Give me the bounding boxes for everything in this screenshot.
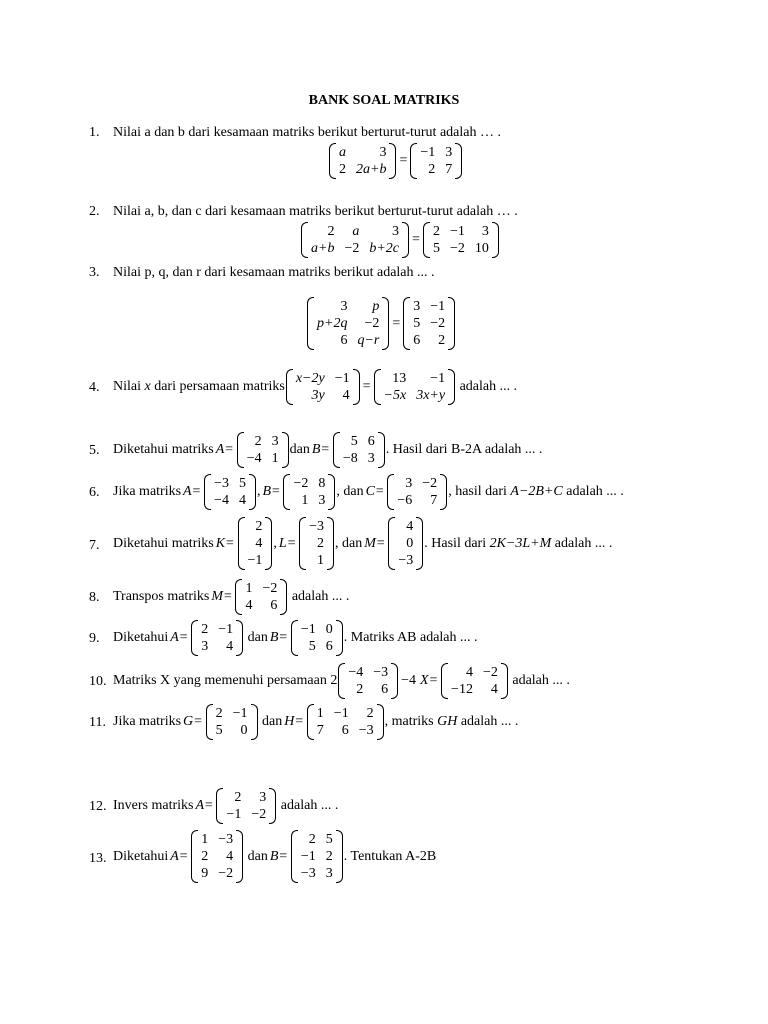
separator: , [273,535,277,551]
matrix [307,704,384,740]
left-bracket [388,517,395,570]
question-line [113,830,436,883]
question-text: Nilai [113,379,141,394]
matrix-cell: 2 [327,224,335,239]
question-line [113,663,570,699]
matrix-cell: 2 [339,162,346,177]
question-text: adalah ... . [554,535,613,551]
matrix-cell: −2 [449,241,465,256]
matrix-cell: 1 [245,581,253,596]
matrix-cell: 0 [325,622,333,637]
matrix-cell: 2 [366,706,374,721]
matrix-cell: 1 [317,553,325,568]
right-bracket [389,143,396,179]
right-bracket [251,704,258,740]
matrix-label: B= [311,442,330,457]
matrix-cell: −2 [262,581,278,596]
matrix-cell: p [372,299,380,314]
matrix-cell: 3 [379,145,387,160]
matrix-cell: 5 [432,241,440,256]
matrix-label: A= [215,442,234,457]
matrix-cell: 5 [325,832,333,847]
question-text: Nilai p, q, dan r dari kesamaan matriks berikut adalah ... . [113,265,435,280]
question-text: Transpos matriks [113,589,210,604]
right-bracket [377,704,384,740]
operator: −4 [401,673,417,688]
question-text: , matriks [384,714,434,729]
matrix-cell: −2 [364,316,380,331]
matrix-label: C= [365,484,385,499]
matrix-cell: 4 [238,493,246,508]
matrix-cell: −2 [344,241,360,256]
right-bracket [269,788,276,824]
matrix-cell: −6 [397,493,413,508]
matrix-cell: 2 [356,682,364,697]
matrix-cell: −12 [451,682,473,697]
separator: , dan [335,535,363,551]
question-text: . Matriks AB adalah ... . [343,630,478,645]
matrix [238,517,273,570]
right-bracket [265,517,272,570]
matrix-cell: −5x [383,388,407,403]
matrix [191,830,243,883]
matrix-cell: 5 [413,316,421,331]
expression: A−2B+C [510,484,563,499]
matrix-cell: a [352,224,360,239]
matrix-cell: −2 [251,807,267,822]
matrix-cell: −2 [430,316,446,331]
matrix-cell: 0 [240,723,248,738]
matrix-cell: 4 [255,536,263,551]
matrix-label: B= [269,848,288,864]
matrix-cell: 1 [301,493,309,508]
question-text: . Hasil dari B-2A adalah ... . [385,442,543,457]
separator: , [256,484,261,499]
matrix-cell: 2 [201,622,209,637]
left-bracket [299,517,306,570]
matrix-cell: −4 [214,493,229,508]
question-number: 3. [89,265,100,280]
right-bracket [336,620,343,656]
right-bracket [282,432,289,468]
matrix-cell: 5 [238,476,246,491]
matrix-cell: 3 [367,451,375,466]
left-bracket [329,143,336,179]
matrix-cell: −2 [218,866,234,881]
left-bracket [291,620,298,656]
matrix-equation [306,297,456,350]
left-bracket [237,432,244,468]
matrix-cell: 0 [406,536,414,551]
right-bracket [353,369,360,405]
right-bracket [448,369,455,405]
question-text: dari persamaan matriks [154,379,285,394]
matrix [403,297,455,350]
equals-sign: = [399,153,408,168]
question-text: Nilai a, b, dan c dari kesamaan matriks berikut berturut-turut adalah … . [113,204,518,219]
matrix-cell: 4 [406,519,414,534]
right-bracket [382,297,389,350]
matrix-cell: 2 [254,434,262,449]
matrix [441,663,508,699]
matrix-label: B= [262,484,281,499]
matrix-cell: 5 [215,723,223,738]
matrix-cell: 3x+y [416,388,446,403]
matrix-cell: 6 [340,333,348,348]
matrix-cell: 7 [445,162,453,177]
question-text: adalah ... . [566,484,624,499]
right-bracket [448,297,455,350]
matrix-cell: 2 [201,849,209,864]
matrix-cell: 2 [308,832,316,847]
question-text: Diketahui matriks [113,442,214,457]
left-bracket [235,579,242,615]
matrix-label: B= [269,630,288,645]
left-bracket [387,474,394,510]
matrix-cell: 3 [445,145,453,160]
matrix-cell: −3 [309,519,325,534]
matrix-cell: p+2q [317,316,348,331]
matrix-cell: 6 [341,723,349,738]
left-bracket [338,663,345,699]
matrix-cell: 2a+b [356,162,387,177]
matrix-cell: 1 [316,706,324,721]
left-bracket [216,788,223,824]
matrix [307,297,389,350]
matrix-cell: 3 [413,299,421,314]
matrix-cell: 3 [481,224,489,239]
separator: , dan [336,484,364,499]
question-text: Nilai a dan b dari kesamaan matriks berikut berturut-turut adalah … . [113,125,501,140]
matrix [338,663,398,699]
matrix-cell: −1 [449,224,465,239]
question-text: Diketahui [113,630,169,645]
question-text: adalah ... . [280,798,339,813]
matrix-cell: 2 [255,519,263,534]
matrix-cell: 2 [215,706,223,721]
question-line [113,704,518,740]
matrix-cell: 4 [342,388,350,403]
question-text: . Tentukan A-2B [343,848,437,864]
matrix-cell: 3 [325,866,333,881]
matrix-cell: x−2y [295,371,325,386]
question-number: 11. [89,715,106,730]
matrix [388,517,423,570]
left-bracket [286,369,293,405]
matrix-label: A= [170,848,189,864]
right-bracket [236,830,243,883]
matrix-cell: q−r [357,333,380,348]
right-bracket [327,517,334,570]
matrix-label: G= [183,714,203,729]
equals-sign: = [362,379,371,394]
right-bracket [455,143,462,179]
matrix-cell: −1 [247,553,263,568]
matrix [423,222,499,258]
matrix-cell: a+b [311,241,335,256]
page-title: BANK SOAL MATRIKS [308,93,460,108]
matrix-cell: 9 [201,866,209,881]
question-number: 12. [89,799,107,814]
right-bracket [328,474,335,510]
matrix-label: L= [278,535,297,551]
matrix-cell: −3 [358,723,374,738]
question-text: dan [247,848,268,864]
question-text: adalah ... . [291,589,350,604]
left-bracket [403,297,410,350]
matrix-equation [300,222,500,258]
matrix-cell: 6 [367,434,375,449]
left-bracket [441,663,448,699]
equals-sign: = [392,315,401,331]
matrix-cell: 3 [405,476,413,491]
matrix-cell: −1 [232,706,248,721]
matrix-cell: a [339,145,346,160]
question-line [113,788,338,824]
matrix-cell: 3 [259,790,267,805]
matrix-cell: −8 [342,451,358,466]
matrix [216,788,276,824]
left-bracket [291,830,298,883]
matrix-label: H= [284,714,304,729]
matrix-cell: 1 [201,832,209,847]
left-bracket [333,432,340,468]
matrix-cell: 3 [392,224,400,239]
question-number: 4. [89,380,100,395]
question-line [113,579,349,615]
matrix-cell: 4 [490,682,498,697]
left-bracket [206,704,213,740]
matrix-cell: −1 [333,706,349,721]
equals-sign: = [412,232,420,247]
matrix-cell: 3 [201,639,209,654]
matrix [235,579,287,615]
matrix [204,474,256,510]
question-number: 8. [89,590,100,605]
matrix-cell: 8 [318,476,326,491]
left-bracket [238,517,245,570]
matrix-cell: −1 [300,849,316,864]
matrix [301,222,409,258]
matrix [333,432,385,468]
question-text: dan [262,714,283,729]
matrix-cell: 6 [413,333,421,348]
matrix-label: K= [215,535,235,551]
question-line [113,517,612,570]
left-bracket [191,830,198,883]
question-text: Diketahui [113,848,169,864]
matrix-cell: −3 [373,665,389,680]
matrix-cell: −4 [348,665,364,680]
right-bracket [378,432,385,468]
right-bracket [280,579,287,615]
question-number: 2. [89,204,100,219]
variable: x [144,379,151,394]
matrix-cell: −3 [300,866,316,881]
matrix-cell: 6 [270,598,278,613]
question-number: 9. [89,631,100,646]
matrix [387,474,447,510]
left-bracket [301,222,308,258]
question-text: Jika matriks [113,714,182,729]
question-text: adalah ... . [459,379,518,394]
question-number: 13. [89,851,107,866]
right-bracket [416,517,423,570]
expression: 2K−3L+M [489,535,552,551]
matrix-cell: −1 [334,371,350,386]
left-bracket [374,369,381,405]
matrix-cell: −2 [293,476,309,491]
matrix-cell: 2 [432,224,440,239]
matrix-cell: 5 [308,639,316,654]
matrix [299,517,334,570]
question-number: 5. [89,443,100,458]
matrix [291,830,343,883]
matrix-cell: b+2c [369,241,400,256]
right-bracket [440,474,447,510]
left-bracket [191,620,198,656]
right-bracket [391,663,398,699]
question-text: Matriks X yang memenuhi persamaan [113,673,327,688]
matrix-cell: −1 [420,145,436,160]
matrix-cell: 13 [392,371,407,386]
matrix [191,620,243,656]
matrix-cell: 4 [226,849,234,864]
question-text: dan [289,442,310,457]
matrix-label: M= [364,535,386,551]
left-bracket [204,474,211,510]
matrix-label: A= [195,798,214,813]
right-bracket [492,222,499,258]
question-text: , hasil dari [448,484,507,499]
question-text: adalah ... . [460,714,519,729]
question-text: adalah ... . [512,673,570,688]
matrix-label: X= [420,673,439,688]
right-bracket [402,222,409,258]
matrix-cell: 2 [428,162,436,177]
matrix-cell: −3 [398,553,414,568]
matrix [291,620,343,656]
matrix-cell: 3 [318,493,326,508]
matrix-cell: −1 [218,622,234,637]
matrix-cell: 10 [474,241,489,256]
matrix-cell: −1 [300,622,316,637]
right-bracket [336,830,343,883]
question-number: 10. [89,674,107,689]
question-number: 1. [89,125,100,140]
matrix-cell: −2 [422,476,438,491]
question-line [113,474,624,510]
matrix-cell: 1 [271,451,279,466]
matrix-cell: 2 [234,790,242,805]
left-bracket [307,704,314,740]
matrix-cell: −3 [218,832,234,847]
question-text: Jika matriks [113,484,182,499]
matrix-cell: 7 [316,723,324,738]
question-text: Diketahui matriks [113,535,214,551]
matrix-cell: 2 [317,536,325,551]
right-bracket [249,474,256,510]
matrix-cell: −2 [482,665,498,680]
matrix-label: A= [183,484,202,499]
matrix [329,143,396,179]
matrix-cell: 5 [350,434,358,449]
left-bracket [283,474,290,510]
left-bracket [410,143,417,179]
matrix-cell: 4 [245,598,253,613]
matrix-cell: 7 [430,493,438,508]
matrix-cell: −1 [430,371,446,386]
matrix-cell: 2 [438,333,446,348]
left-bracket [423,222,430,258]
matrix-cell: 3 [271,434,279,449]
question-number: 7. [89,538,100,553]
matrix-cell: 4 [226,639,234,654]
question-text: . Hasil dari [424,535,487,551]
matrix [237,432,289,468]
matrix-cell: 2 [325,849,333,864]
matrix-cell: −1 [226,807,242,822]
right-bracket [501,663,508,699]
matrix-cell: 3 [340,299,348,314]
matrix [286,369,360,405]
matrix-cell: −1 [430,299,446,314]
question-line [113,369,517,405]
coefficient: 2 [330,673,338,688]
matrix [410,143,462,179]
question-text: dan [247,630,268,645]
question-line [113,432,542,468]
matrix-cell: 6 [381,682,389,697]
matrix [283,474,335,510]
matrix-cell: 4 [465,665,473,680]
question-number: 6. [89,485,100,500]
matrix-equation [328,143,463,179]
question-text: Invers matriks [113,798,194,813]
expression: GH [437,714,458,729]
matrix-cell: 3y [311,388,325,403]
matrix-label: A= [170,630,189,645]
matrix-cell: 6 [325,639,333,654]
matrix [206,704,258,740]
matrix-cell: −4 [246,451,262,466]
matrix [374,369,456,405]
left-bracket [307,297,314,350]
right-bracket [236,620,243,656]
matrix-cell: −3 [214,476,229,491]
matrix-label: M= [211,589,233,604]
question-line [113,620,478,656]
